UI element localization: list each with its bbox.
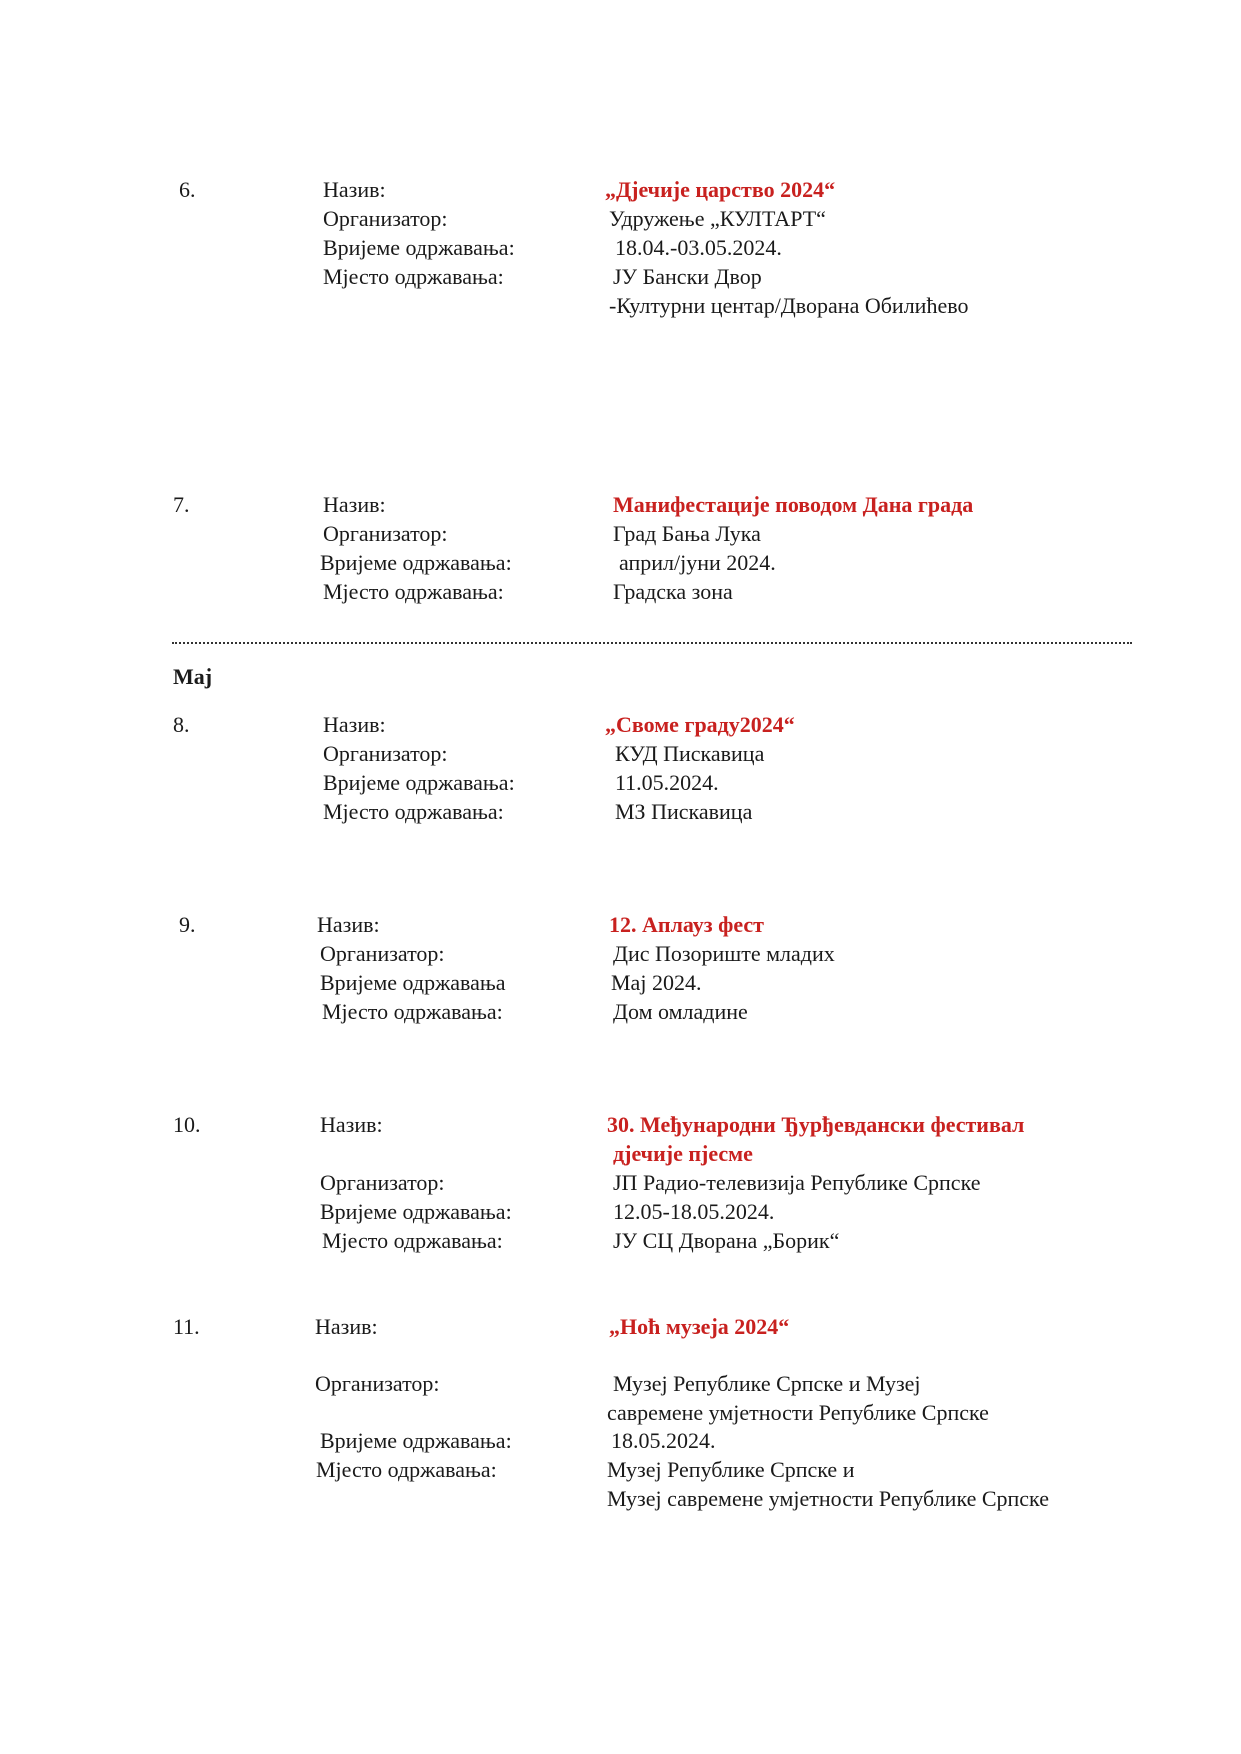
place-label: Мјесто одржавања: xyxy=(323,579,504,604)
organizer-label: Организатор: xyxy=(323,521,448,546)
event-title-line2: дјечије пјесме xyxy=(613,1141,753,1166)
entry-number: 10. xyxy=(173,1112,201,1137)
month-heading: Мај xyxy=(173,664,213,689)
time-value: Мај 2024. xyxy=(611,970,702,995)
entry-number: 8. xyxy=(173,712,190,737)
event-title: „Дјечије царство 2024“ xyxy=(605,177,836,202)
time-label: Вријеме одржавања: xyxy=(323,770,515,795)
place-value: ЈУ СЦ Дворана „Борик“ xyxy=(613,1228,840,1253)
name-label: Назив: xyxy=(323,492,386,517)
name-label: Назив: xyxy=(315,1314,378,1339)
organizer-label: Организатор: xyxy=(323,741,448,766)
place-label: Мјесто одржавања: xyxy=(323,264,504,289)
event-title: „Своме граду2024“ xyxy=(605,712,795,737)
place-value: Музеј Републике Српске и xyxy=(607,1457,855,1482)
name-label: Назив: xyxy=(323,177,386,202)
time-label: Вријеме одржавања: xyxy=(323,235,515,260)
entry-number: 7. xyxy=(173,492,190,517)
name-label: Назив: xyxy=(323,712,386,737)
organizer-label: Организатор: xyxy=(320,941,445,966)
time-value: 18.05.2024. xyxy=(611,1428,716,1453)
organizer-value: КУД Пискавица xyxy=(615,741,765,766)
place-label: Мјесто одржавања: xyxy=(316,1457,497,1482)
organizer-value: Град Бања Лука xyxy=(613,521,761,546)
place-value-line2: -Културни центар/Дворана Обилићево xyxy=(609,293,969,318)
place-value: ЈУ Бански Двор xyxy=(613,264,762,289)
organizer-value: Музеј Републике Српске и Музеј xyxy=(613,1371,921,1396)
entry-number: 9. xyxy=(179,912,196,937)
organizer-label: Организатор: xyxy=(323,206,448,231)
entry-number: 6. xyxy=(179,177,196,202)
event-title: Манифестације поводом Дана града xyxy=(613,492,974,517)
place-label: Мјесто одржавања: xyxy=(323,799,504,824)
time-label: Вријеме одржавања: xyxy=(320,1428,512,1453)
event-title: 12. Аплауз фест xyxy=(609,912,764,937)
event-title: „Ноћ музеја 2024“ xyxy=(609,1314,790,1339)
place-value: Дом омладине xyxy=(613,999,748,1024)
time-label: Вријеме одржавања: xyxy=(320,1199,512,1224)
organizer-value: Удружење „КУЛТАРТ“ xyxy=(609,206,826,231)
organizer-value-line2: савремене умјетности Републике Српске xyxy=(607,1400,989,1425)
organizer-label: Организатор: xyxy=(315,1371,440,1396)
organizer-value: Дис Позориште младих xyxy=(613,941,835,966)
place-label: Мјесто одржавања: xyxy=(322,1228,503,1253)
place-value: МЗ Пискавица xyxy=(615,799,753,824)
organizer-value: ЈП Радио-телевизија Републике Српске xyxy=(613,1170,981,1195)
dotted-divider xyxy=(172,642,1132,644)
event-title: 30. Међународни Ђурђевдански фестивал xyxy=(607,1112,1025,1137)
entry-number: 11. xyxy=(173,1314,200,1339)
time-label: Вријеме одржавања xyxy=(320,970,506,995)
place-value-line2: Музеј савремене умјетности Републике Српске xyxy=(607,1486,1049,1511)
time-value: април/јуни 2024. xyxy=(619,550,776,575)
time-value: 11.05.2024. xyxy=(615,770,719,795)
time-value: 18.04.-03.05.2024. xyxy=(615,235,782,260)
name-label: Назив: xyxy=(317,912,380,937)
organizer-label: Организатор: xyxy=(320,1170,445,1195)
time-value: 12.05-18.05.2024. xyxy=(613,1199,775,1224)
place-label: Мјесто одржавања: xyxy=(322,999,503,1024)
name-label: Назив: xyxy=(320,1112,383,1137)
time-label: Вријеме одржавања: xyxy=(320,550,512,575)
place-value: Градска зона xyxy=(613,579,733,604)
